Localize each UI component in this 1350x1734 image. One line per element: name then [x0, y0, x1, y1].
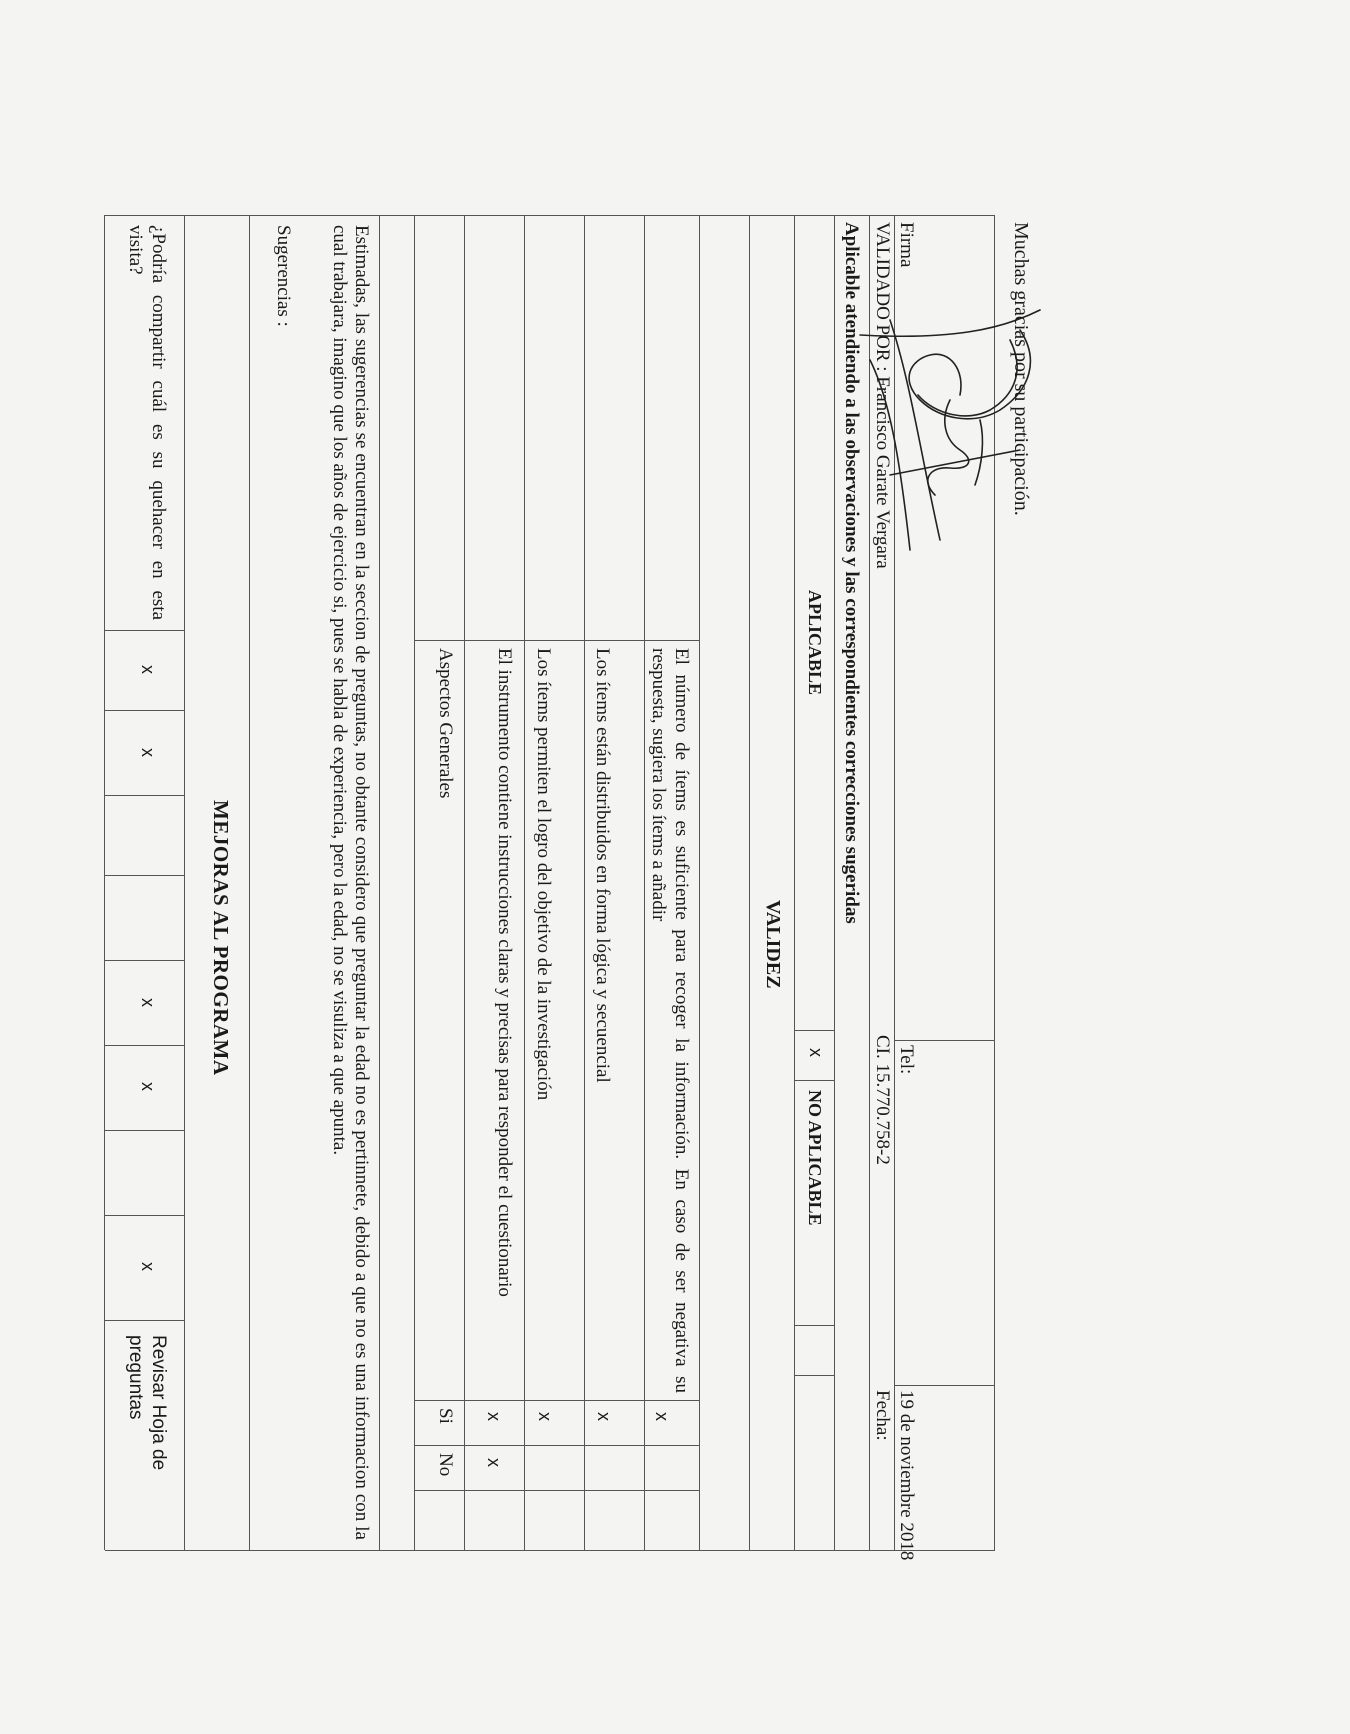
- rule: [835, 1550, 870, 1551]
- rule: [584, 215, 585, 1550]
- rule: [895, 215, 995, 216]
- aplicable-mark: x: [806, 1048, 826, 1057]
- mejoras-title: MEJORAS AL PROGRAMA: [209, 800, 233, 1076]
- ci-number: CI. 15.770.758-2: [872, 1035, 893, 1165]
- rule: [105, 1320, 185, 1321]
- top-mark-5: x: [138, 998, 158, 1007]
- top-question: ¿Podría compartir cuál es su quehacer en esta visita?: [125, 225, 169, 620]
- rule: [105, 630, 185, 631]
- aspectos-header: Aspectos Generales: [435, 648, 456, 799]
- fecha-value: 19 de noviembre 2018: [896, 1390, 917, 1561]
- rule: [185, 215, 250, 216]
- fecha-label: Fecha:: [872, 1390, 893, 1441]
- rule: [794, 215, 795, 1550]
- rule: [249, 215, 250, 1550]
- rule: [750, 215, 795, 216]
- sugerencias-body: Estimadas, las sugerencias se encuentran en la seccion de preguntas, no obtante considero que preguntar la edad no es pertinnete, debido a que no es una informacion con la cual trabajara, imagino que los años de ejercicio si, pues se habla de experiencia, pero la edad, no se visuliza a que apunta.: [329, 225, 372, 1540]
- rule: [895, 1385, 995, 1386]
- aplicable-atendiendo: Aplicable atendiendo a las observaciones y las correspondientes correcciones sugeridas: [841, 222, 862, 924]
- top-mark-8: x: [138, 1262, 158, 1271]
- rule: [105, 960, 185, 961]
- sugerencias-label: Sugerencias :: [273, 225, 294, 327]
- rule: [185, 1550, 250, 1551]
- aspecto-row-2: Los ítems permiten el logro del objetivo de la investigación: [533, 648, 554, 1101]
- aspecto-row-1-si: x: [484, 1412, 504, 1421]
- rule: [795, 1080, 835, 1081]
- rule: [870, 215, 895, 216]
- rule: [415, 1400, 700, 1401]
- rule: [414, 215, 415, 1550]
- rule: [250, 1550, 380, 1551]
- rule: [699, 215, 700, 1550]
- aplicable-label: APLICABLE: [805, 590, 825, 696]
- rule: [415, 1445, 700, 1446]
- rule: [415, 1490, 700, 1491]
- aspecto-row-2-si: x: [535, 1412, 555, 1421]
- rule: [795, 1325, 835, 1326]
- firma-label: Firma: [896, 222, 917, 268]
- aspecto-row-3: Los ítems están distribuidos en forma lógica y secuencial: [592, 648, 613, 1083]
- thanks-text: Muchas gracias por su participación.: [1010, 222, 1032, 516]
- validado-por: VALIDADO POR : Francisco Garate Vergara: [872, 222, 893, 569]
- aspecto-row-1-no: x: [484, 1458, 504, 1467]
- rule: [835, 215, 870, 216]
- rule: [795, 1030, 835, 1031]
- col-si: Si: [435, 1408, 456, 1424]
- rule: [415, 640, 700, 641]
- aspecto-row-4: El número de ítems es suficiente para recoger la información. En caso de ser negativa su respuesta, sugiera los ítems a añadir: [648, 648, 692, 1393]
- rule: [105, 795, 185, 796]
- rule: [795, 215, 835, 216]
- rule: [105, 1215, 185, 1216]
- top-mark-1: x: [138, 665, 158, 674]
- rule: [749, 215, 750, 1550]
- top-mark-2: x: [138, 748, 158, 757]
- tel-label: Tel:: [896, 1045, 917, 1075]
- col-no: No: [435, 1453, 456, 1477]
- rule: [895, 1040, 995, 1041]
- aspecto-row-4-si: x: [652, 1412, 672, 1421]
- rule: [105, 215, 185, 216]
- rule: [105, 710, 185, 711]
- rule: [250, 215, 380, 216]
- rule: [644, 215, 645, 1550]
- rule: [415, 215, 750, 216]
- sugerencias-text: [328, 225, 372, 1540]
- rule: [750, 1550, 795, 1551]
- top-mark-6: x: [138, 1082, 158, 1091]
- rule: [105, 1550, 185, 1551]
- rule: [795, 1550, 835, 1551]
- rule: [795, 1375, 835, 1376]
- rule: [104, 215, 105, 1550]
- top-note: Revisar Hoja de preguntas: [125, 1335, 169, 1471]
- rule: [105, 1130, 185, 1131]
- aspecto-row-3-si: x: [594, 1412, 614, 1421]
- rule: [380, 1550, 415, 1551]
- rule: [464, 215, 465, 1550]
- rule: [380, 215, 415, 216]
- no-aplicable-label: NO APLICABLE: [805, 1090, 825, 1226]
- rule: [415, 1550, 750, 1551]
- rule: [105, 1045, 185, 1046]
- rule: [105, 875, 185, 876]
- rule: [184, 215, 185, 1550]
- validez-title: VALIDEZ: [762, 900, 784, 989]
- aspecto-row-1: El instrumento contiene instrucciones claras y precisas para responder el cuestionario: [494, 648, 515, 1297]
- rule: [524, 215, 525, 1550]
- rule: [379, 215, 380, 1550]
- rule: [870, 1550, 895, 1551]
